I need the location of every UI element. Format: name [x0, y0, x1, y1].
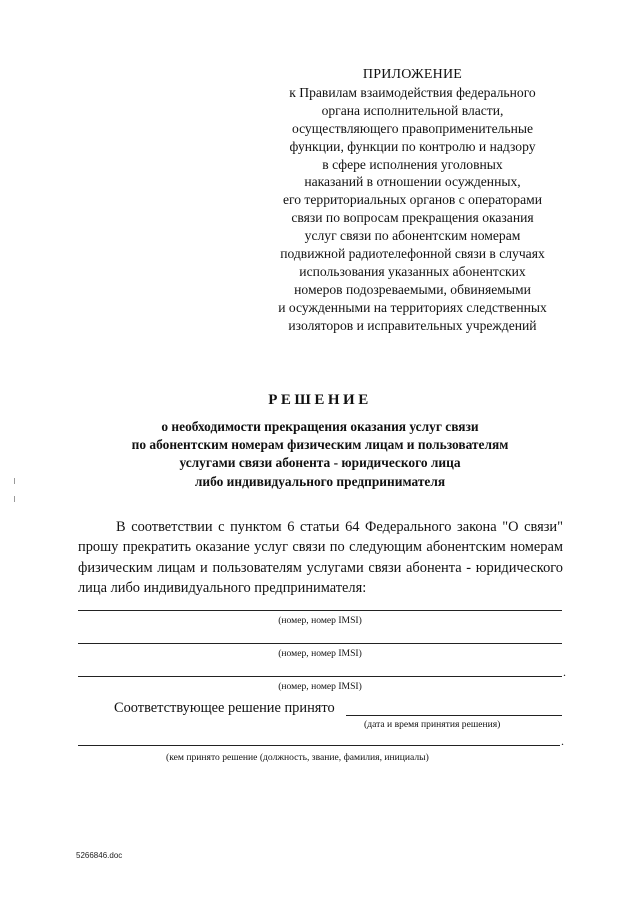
margin-mark	[14, 496, 15, 502]
decision-subtitle-line: услугами связи абонента - юридического лица	[179, 455, 461, 471]
decision-subtitle-line: по абонентским номерам физическим лицам и пользователям	[131, 437, 509, 453]
number-field-2[interactable]	[78, 643, 562, 644]
decision-datetime-caption: (дата и время принятия решения)	[364, 719, 501, 730]
official-caption: (кем принято решение (должность, звание, фамилия, инициалы)	[166, 752, 429, 763]
appendix-line: и осужденными на территориях следственных	[278, 299, 547, 315]
appendix-block	[250, 66, 575, 335]
line-end-mark: .	[563, 665, 566, 679]
appendix-line: органа исполнительной власти,	[321, 102, 504, 118]
official-field[interactable]	[78, 745, 560, 746]
number-field-3[interactable]	[78, 676, 562, 677]
appendix-line: подвижной радиотелефонной связи в случаях	[280, 246, 545, 262]
appendix-line: осуществляющего правоприменительные	[291, 120, 534, 136]
number-field-1[interactable]	[78, 610, 562, 611]
appendix-line: использования указанных абонентских	[299, 263, 526, 279]
appendix-line: функции, функции по контролю и надзору	[289, 138, 536, 154]
appendix-line: в сфере исполнения уголовных	[322, 156, 503, 172]
margin-mark	[14, 478, 15, 484]
appendix-line: изоляторов и исправительных учреждений	[288, 317, 537, 333]
decision-title: РЕШЕНИЕ	[268, 392, 372, 408]
decision-taken-label: Соответствующее решение принято	[114, 700, 335, 716]
decision-subtitle-line: о необходимости прекращения оказания услуг связи	[161, 419, 479, 434]
number-caption-2: (номер, номер IMSI)	[278, 648, 362, 659]
appendix-line: наказаний в отношении осужденных,	[304, 174, 521, 190]
appendix-line: его территориальных органов с операторами	[282, 192, 543, 208]
appendix-line: к Правилам взаимодействия федерального	[289, 84, 536, 100]
decision-datetime-field[interactable]	[346, 715, 562, 716]
document-code: 5266846.doc	[76, 851, 123, 860]
number-caption-1: (номер, номер IMSI)	[278, 615, 362, 626]
decision-subtitle	[60, 418, 580, 491]
line-end-mark: .	[561, 734, 564, 748]
body-paragraph-text: В соответствии с пунктом 6 статьи 64 Федерального закона "О связи" прошу прекратить оказание услуг связи по следующим абонентским номерам физическим лицам и пользователям услугами связи абонента - юридического лица либо индивидуального предпринимателя:	[78, 519, 563, 596]
decision-subtitle-line: либо индивидуального предпринимателя	[194, 473, 446, 489]
appendix-line: связи по вопросам прекращения оказания	[291, 210, 534, 226]
appendix-line: услуг связи по абонентским номерам	[304, 228, 521, 244]
appendix-title: ПРИЛОЖЕНИЕ	[362, 67, 463, 82]
body-paragraph	[78, 517, 563, 598]
number-caption-3: (номер, номер IMSI)	[278, 681, 362, 692]
appendix-line: номеров подозреваемыми, обвиняемыми	[294, 281, 531, 297]
